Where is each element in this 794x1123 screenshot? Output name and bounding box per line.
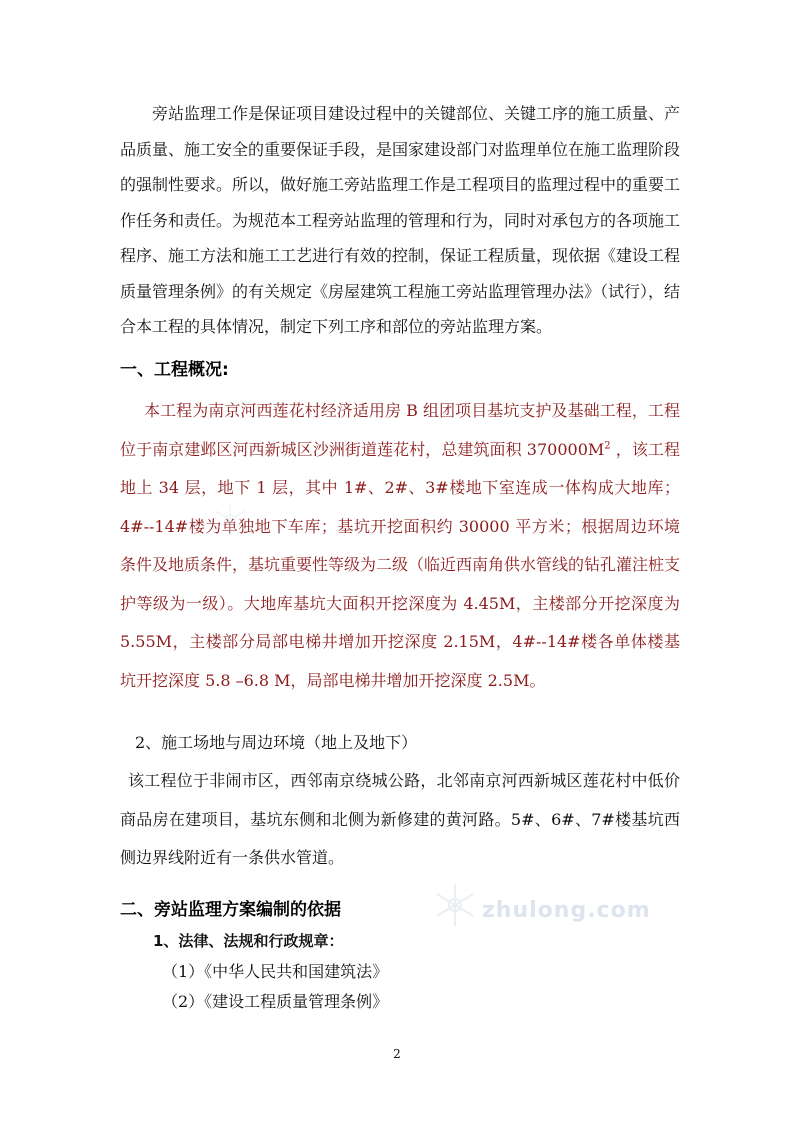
page-number: 2 bbox=[393, 1047, 401, 1061]
project-overview-paragraph bbox=[120, 392, 680, 700]
watermark-text: zhulong.com bbox=[482, 898, 651, 923]
section-1-heading: 一、工程概况: bbox=[120, 360, 229, 380]
basis-list-item: （2）《建设工程质量管理条例》 bbox=[162, 992, 389, 1011]
basis-list-item: （1）《中华人民共和国建筑法》 bbox=[162, 962, 389, 981]
subsection-2-heading: 2、施工场地与周边环境（地上及地下） bbox=[135, 733, 418, 752]
intro-paragraph: 旁站监理工作是保证项目建设过程中的关键部位、关键工序的施工质量、产品质量、施工安全的重要保证手段，是国家建设部门对监理单位在施工监理阶段的强制性要求。所以，做好施工旁站监理工作是工程项目的监理过程中的重要工作任务和责任。为规范本工程旁站监理的管理和行为，同时对承包方的各项施工程序、施工方法和施工工艺进行有效的控制，保证工程质量，现依据《建设工程质量管理条例》的有关规定《房屋建筑工程施工旁站监理管理办法》（试行），结合本工程的具体情况，制定下列工序和部位的旁站监理方案。 bbox=[120, 104, 681, 336]
legal-basis-heading: 1、法律、法规和行政规章： bbox=[153, 932, 344, 950]
site-environment-paragraph: 该工程位于非闹市区，西邻南京绕城公路，北邻南京河西新城区莲花村中低价商品房在建项目，基坑东侧和北侧为新修建的黄河路。5#、6#、7#楼基坑西侧边界线附近有一条供水管道。 bbox=[120, 771, 680, 867]
watermark-snowflake-icon bbox=[430, 880, 480, 930]
overview-superscript: 2 bbox=[604, 440, 611, 452]
overview-text-a: 本工程为南京河西莲花村经济适用房 B 组团项目基坑支护及基础工程，工程位于南京建邺区河西新城区沙洲街道莲花村，总建筑面积 370000M bbox=[120, 401, 680, 459]
section-2-heading: 二、旁站监理方案编制的依据 bbox=[120, 900, 341, 920]
watermark-snowflake-icon bbox=[210, 500, 250, 540]
overview-text-b: ，该工程地上 34 层，地下 1 层，其中 1#、2#、3#楼地下室连成一体构成大地库；4#--14#楼为单独地下车库；基坑开挖面积约 30000 平方米；根据周边环境条件及地质条件，基坑重要性等级为二级（临近西南角供水管线的钻孔灌注桩支护等级为一级）。大地库基坑大面积开挖深度为 4.45M，主楼部分开挖深度为 5.55M，主楼部分局部电梯井增加开挖深度 2.15M，4#--14#楼各单体楼基坑开挖深度 5.8 –6.8 M，局部电梯井增加开挖深度 2.5M。 bbox=[120, 439, 681, 690]
